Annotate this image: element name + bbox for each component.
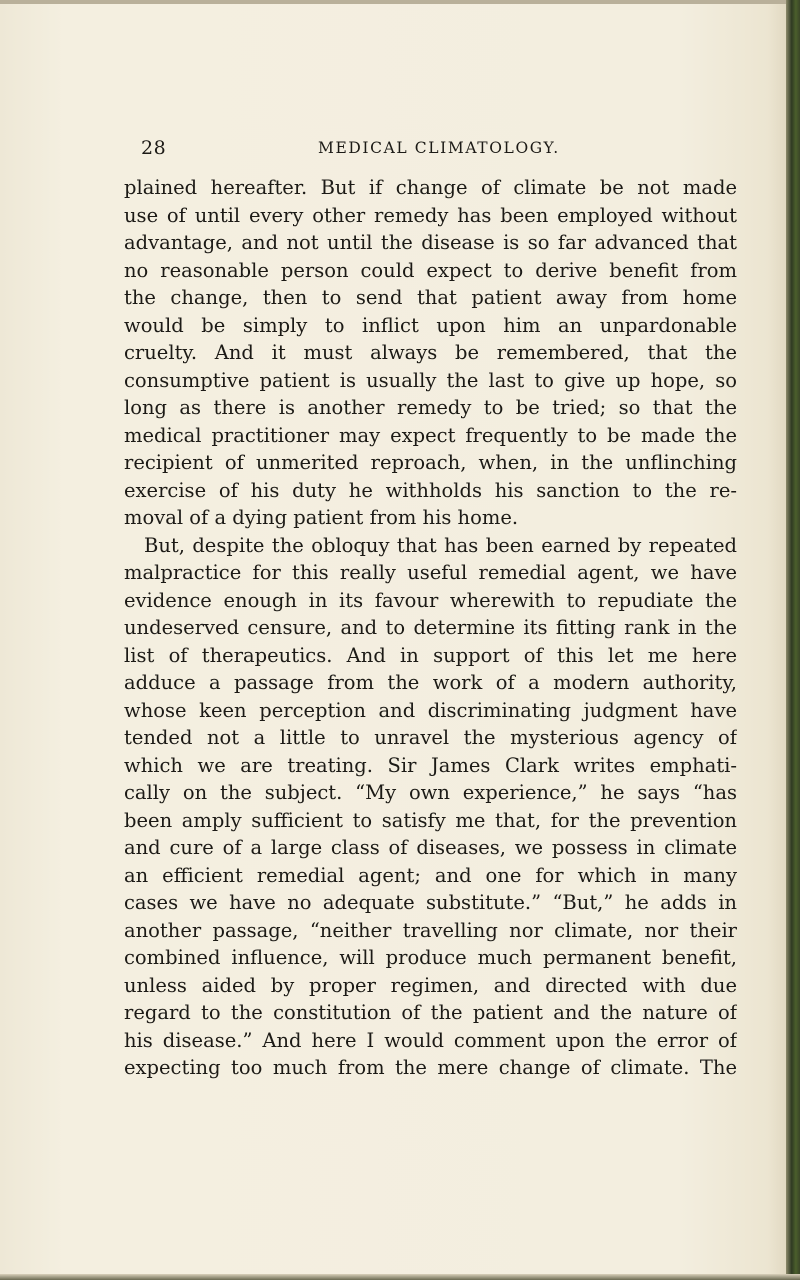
text-line: plained hereafter. But if change of climate be not made bbox=[124, 176, 737, 199]
text-line: list of therapeutics. And in support of this let me here bbox=[124, 643, 737, 667]
text-line: evidence enough in its favour wherewith to repudiate the bbox=[124, 588, 737, 612]
text-line: whose keen perception and discriminating judgment have bbox=[124, 698, 737, 722]
text-line: consumptive patient is usually the last to give up hope, so bbox=[124, 368, 737, 392]
text-line: combined influence, will produce much permanent benefit, bbox=[124, 946, 737, 969]
text-line: an efficient remedial agent; and one for which in many bbox=[124, 863, 737, 887]
text-line: medical practitioner may expect frequently to be made the bbox=[124, 423, 737, 447]
text-line: which we are treating. Sir James Clark writes emphati- bbox=[124, 753, 737, 777]
text-line: would be simply to inflict upon him an unpardonable bbox=[124, 313, 737, 337]
text-line: exercise of his duty he withholds his sanction to the re- bbox=[124, 478, 737, 502]
page-top-edge bbox=[0, 0, 800, 4]
paragraph-start-line: But, despite the obloquy that has been earned by repeated bbox=[144, 533, 737, 557]
body-text bbox=[124, 174, 737, 1082]
running-title: MEDICAL CLIMATOLOGY. bbox=[318, 139, 560, 157]
text-line: and cure of a large class of diseases, we possess in climate bbox=[124, 836, 737, 859]
text-line: adduce a passage from the work of a modern authority, bbox=[124, 671, 737, 694]
text-line: regard to the constitution of the patient and the nature of bbox=[124, 1001, 737, 1024]
running-head bbox=[0, 137, 786, 161]
text-line: cally on the subject. “My own experience,” he says “has bbox=[124, 781, 737, 804]
page-number: 28 bbox=[141, 137, 167, 159]
text-line: malpractice for this really useful remedial agent, we have bbox=[124, 561, 737, 584]
text-line: expecting too much from the mere change of climate. The bbox=[124, 1056, 737, 1079]
text-line: another passage, “neither travelling nor climate, nor their bbox=[124, 918, 737, 942]
text-line: his disease.” And here I would comment upon the error of bbox=[124, 1028, 737, 1052]
page-bottom-edge bbox=[0, 1274, 800, 1280]
text-line: advantage, and not until the disease is so far advanced that bbox=[124, 231, 737, 254]
text-line: no reasonable person could expect to derive benefit from bbox=[124, 258, 737, 282]
text-line: use of until every other remedy has been employed without bbox=[124, 203, 737, 227]
text-line: the change, then to send that patient away from home bbox=[124, 286, 737, 309]
text-line: tended not a little to unravel the mysterious agency of bbox=[124, 726, 737, 749]
text-line: been amply sufficient to satisfy me that, for the prevention bbox=[124, 808, 737, 832]
text-line: unless aided by proper regimen, and directed with due bbox=[124, 973, 737, 997]
text-line: cases we have no adequate substitute.” “But,” he adds in bbox=[124, 891, 737, 914]
book-spine bbox=[786, 0, 800, 1280]
text-line: cruelty. And it must always be remembered, that the bbox=[124, 341, 737, 364]
paragraph-end-line: moval of a dying patient from his home. bbox=[124, 506, 519, 529]
text-line: undeserved censure, and to determine its fitting rank in the bbox=[124, 616, 737, 639]
text-line: long as there is another remedy to be tried; so that the bbox=[124, 396, 737, 419]
text-line: recipient of unmerited reproach, when, in the unflinching bbox=[124, 451, 737, 474]
